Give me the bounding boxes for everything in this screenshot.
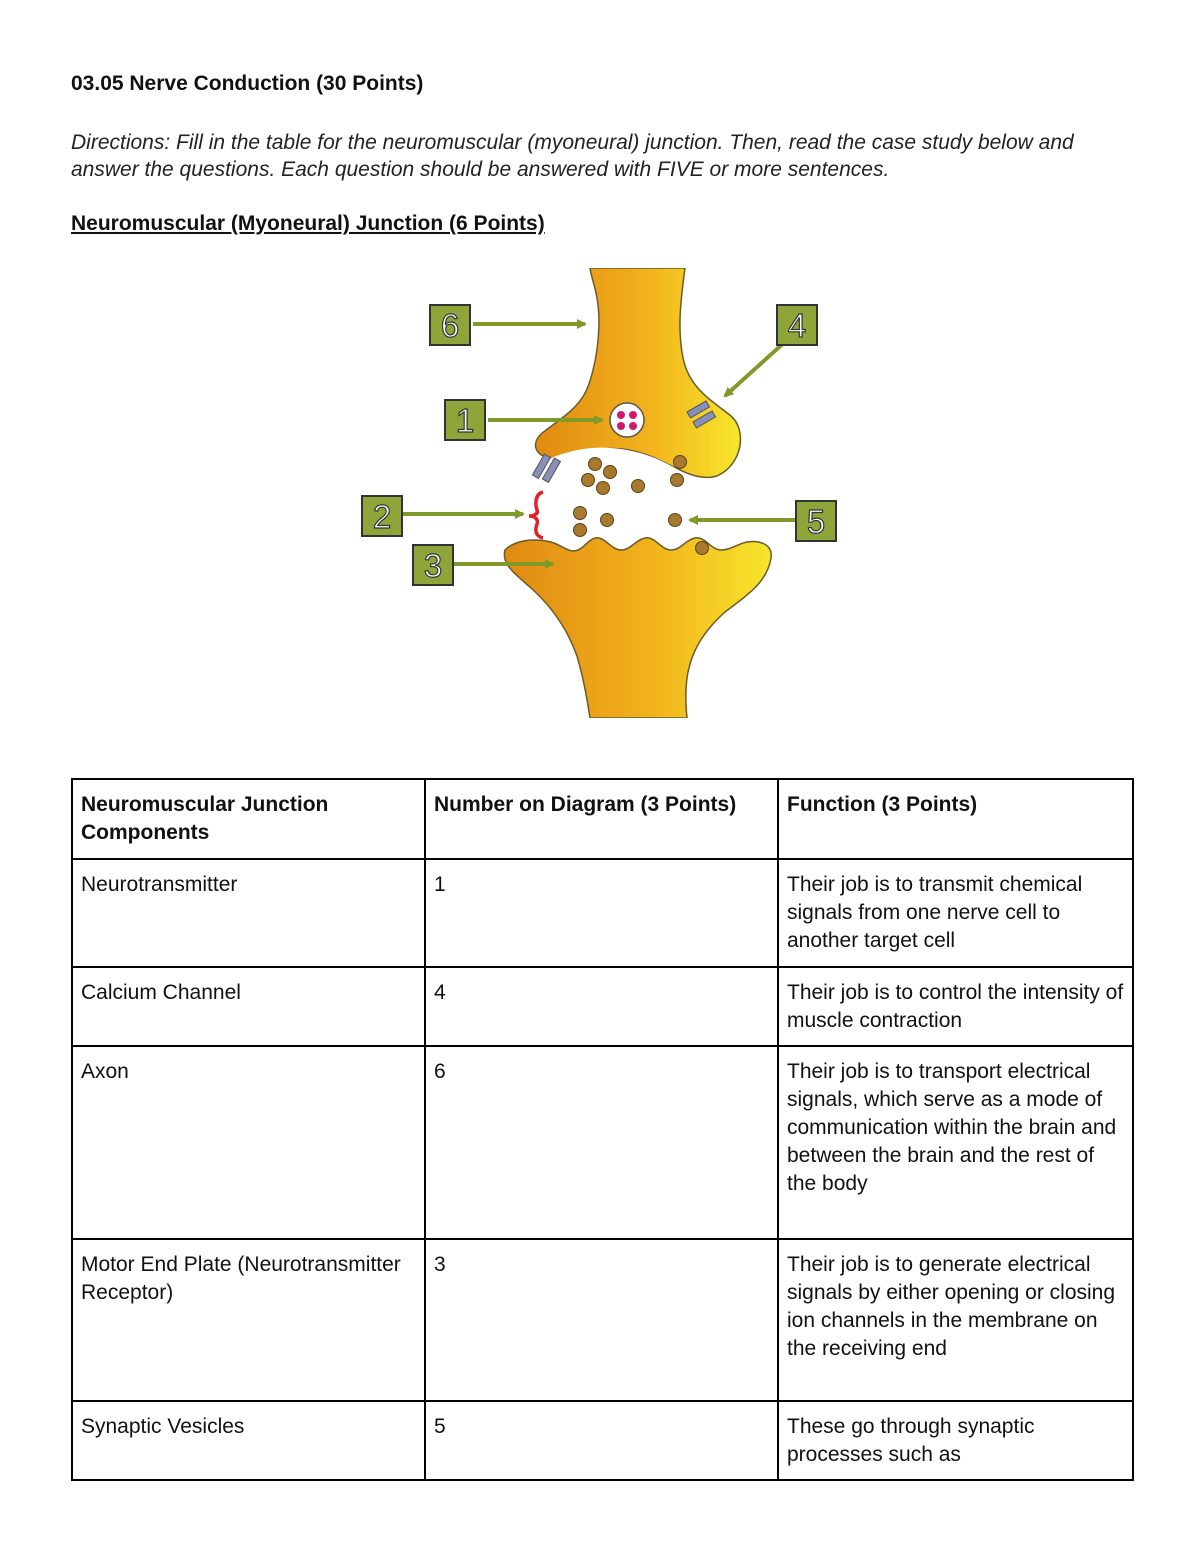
component-cell: Neurotransmitter <box>72 859 425 967</box>
header-function: Function (3 Points) <box>778 779 1133 859</box>
label-box-4 <box>777 305 817 345</box>
label-3: 3 <box>423 547 443 584</box>
number-cell: 4 <box>425 967 778 1046</box>
header-components: Neuromuscular Junction Components <box>72 779 425 859</box>
function-cell: Their job is to transport electrical signals, which serve as a mode of communication within the brain and between the brain and the rest of the body <box>778 1046 1133 1239</box>
synaptic-cleft-bracket <box>529 492 543 538</box>
function-cell: Their job is to generate electrical signals by either opening or closing ion channels in the membrane on the receiving end <box>778 1239 1133 1401</box>
table-header-row <box>72 779 1133 859</box>
label-5: 5 <box>806 503 826 540</box>
function-cell: Their job is to transmit chemical signals from one nerve cell to another target cell <box>778 859 1133 967</box>
table-row <box>72 967 1133 1046</box>
component-cell: Synaptic Vesicles <box>72 1401 425 1480</box>
section-heading: Neuromuscular (Myoneural) Junction (6 Points) <box>71 212 545 235</box>
axon-terminal-shape <box>536 268 741 477</box>
table-row <box>72 1401 1133 1480</box>
function-cell: These go through synaptic processes such as <box>778 1401 1133 1480</box>
label-2: 2 <box>372 498 392 535</box>
components-table <box>71 778 1134 1481</box>
page-title: 03.05 Nerve Conduction (30 Points) <box>71 72 424 95</box>
number-cell: 6 <box>425 1046 778 1239</box>
arrow-4 <box>725 340 787 396</box>
neurotransmitter-vesicle <box>610 403 644 437</box>
directions-text: Directions: Fill in the table for the neuromuscular (myoneural) junction. Then, read the case study below and answer the questions. Each question should be answered with FIVE or more sentences. <box>71 131 1074 181</box>
neuromuscular-junction-diagram <box>355 268 845 718</box>
number-cell: 1 <box>425 859 778 967</box>
table-row <box>72 1239 1133 1401</box>
label-box-2 <box>362 496 402 536</box>
component-cell: Motor End Plate (Neurotransmitter Receptor) <box>72 1239 425 1401</box>
number-cell: 5 <box>425 1401 778 1480</box>
label-6: 6 <box>440 307 460 344</box>
synaptic-cleft <box>543 448 773 558</box>
label-box-6 <box>430 305 470 345</box>
component-cell: Calcium Channel <box>72 967 425 1046</box>
table-row <box>72 1046 1133 1239</box>
label-1: 1 <box>455 402 475 439</box>
component-cell: Axon <box>72 1046 425 1239</box>
function-cell: Their job is to control the intensity of muscle contraction <box>778 967 1133 1046</box>
table-row <box>72 859 1133 967</box>
label-box-1 <box>445 400 485 440</box>
number-cell: 3 <box>425 1239 778 1401</box>
header-number: Number on Diagram (3 Points) <box>425 779 778 859</box>
label-4: 4 <box>787 307 807 344</box>
label-box-5 <box>796 501 836 541</box>
label-box-3 <box>413 545 453 585</box>
